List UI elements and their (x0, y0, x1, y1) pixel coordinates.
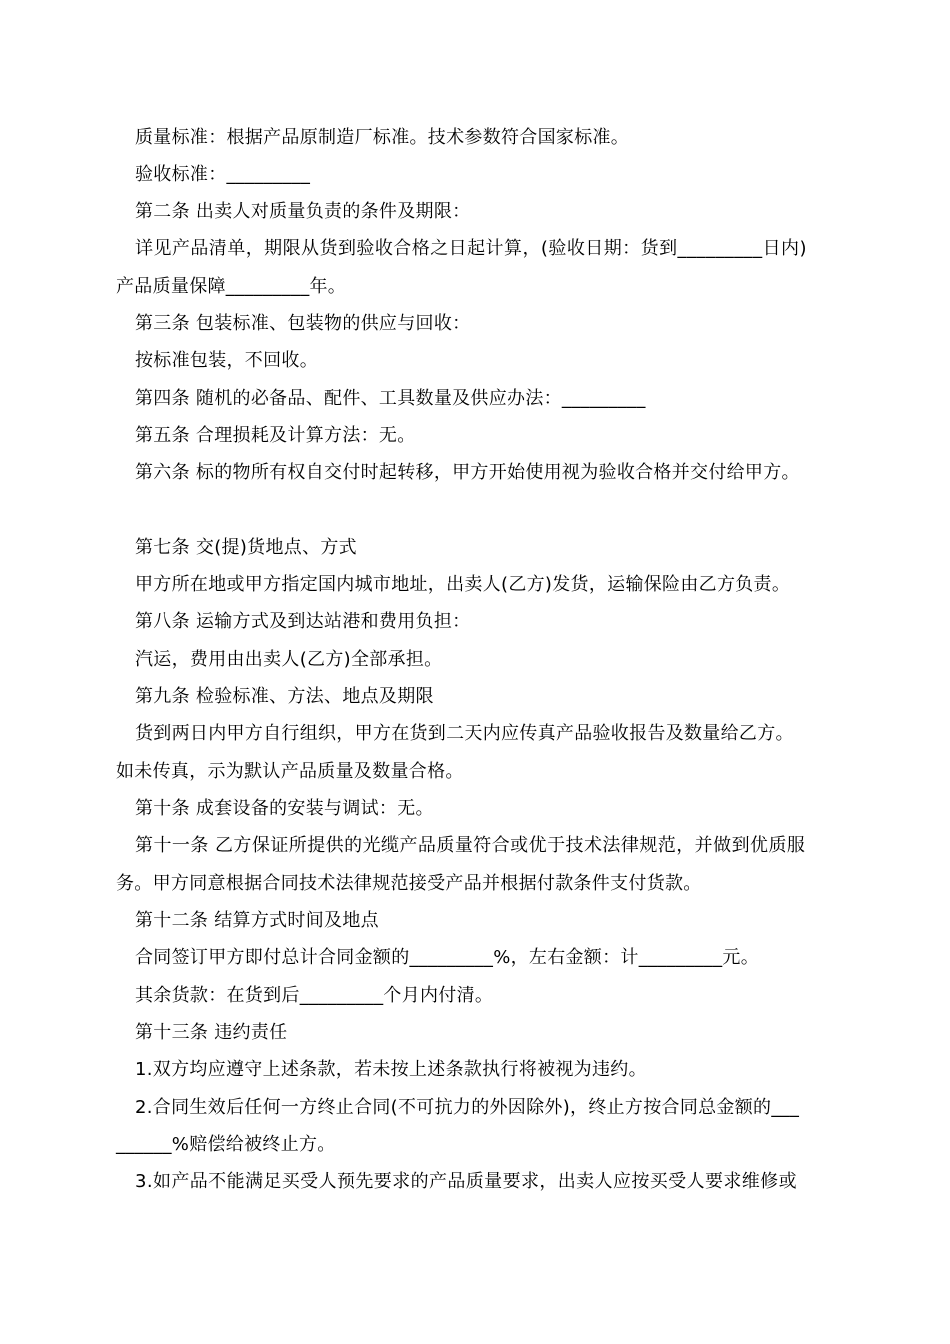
article-11-line-2: 务。甲方同意根据合同技术法律规范接受产品并根据付款条件支付货款。 (116, 873, 702, 894)
article-3-heading: 第三条 包装标准、包装物的供应与回收： (135, 313, 471, 334)
article-11-line-1: 第十一条 乙方保证所提供的光缆产品质量符合或优于技术法律规范，并做到优质服 (135, 835, 806, 856)
article-12-remaining-line: 其余货款：在货到后_________个月内付清。 (135, 985, 494, 1006)
article-5-line: 第五条 合理损耗及计算方法：无。 (135, 425, 416, 446)
article-12-payment-line: 合同签订甲方即付总计合同金额的_________%，左右金额：计_________元。 (135, 947, 760, 968)
article-8-body: 汽运，费用由出卖人(乙方)全部承担。 (135, 649, 443, 670)
acceptance-standard-line: 验收标准：_________ (135, 164, 311, 185)
article-13-heading: 第十三条 违约责任 (135, 1022, 288, 1043)
article-13-item-2-line-1: 2.合同生效后任何一方终止合同(不可抗力的外因除外)，终止方按合同总金额的___ (135, 1097, 800, 1118)
article-7-body: 甲方所在地或甲方指定国内城市地址，出卖人(乙方)发货，运输保险由乙方负责。 (135, 574, 791, 595)
article-13-item-3-line-1: 3.如产品不能满足买受人预先要求的产品质量要求，出卖人应按买受人要求维修或 (135, 1171, 797, 1192)
quality-standard-line: 质量标准：根据产品原制造厂标准。技术参数符合国家标准。 (135, 127, 630, 148)
article-3-body: 按标准包装，不回收。 (135, 350, 318, 371)
article-6-line: 第六条 标的物所有权自交付时起转移，甲方开始使用视为验收合格并交付给甲方。 (135, 462, 800, 483)
article-7-heading: 第七条 交(提)货地点、方式 (135, 537, 357, 558)
article-2-heading: 第二条 出卖人对质量负责的条件及期限： (135, 201, 471, 222)
article-12-heading: 第十二条 结算方式时间及地点 (135, 910, 379, 931)
article-9-heading: 第九条 检验标准、方法、地点及期限 (135, 686, 434, 707)
article-2-body-line-1: 详见产品清单，期限从货到验收合格之日起计算，(验收日期：货到_________日内) (135, 238, 807, 259)
article-10-line: 第十条 成套设备的安装与调试：无。 (135, 798, 434, 819)
article-13-item-1: 1.双方均应遵守上述条款，若未按上述条款执行将被视为违约。 (135, 1059, 647, 1080)
article-8-heading: 第八条 运输方式及到达站港和费用负担： (135, 611, 471, 632)
article-2-body-line-2: 产品质量保障_________年。 (116, 276, 347, 297)
article-9-body-line-1: 货到两日内甲方自行组织，甲方在货到二天内应传真产品验收报告及数量给乙方。 (135, 723, 794, 744)
article-13-item-2-line-2: ______%赔偿给被终止方。 (116, 1134, 336, 1155)
article-9-body-line-2: 如未传真，示为默认产品质量及数量合格。 (116, 761, 464, 782)
article-4-line: 第四条 随机的必备品、配件、工具数量及供应办法：_________ (135, 388, 646, 409)
